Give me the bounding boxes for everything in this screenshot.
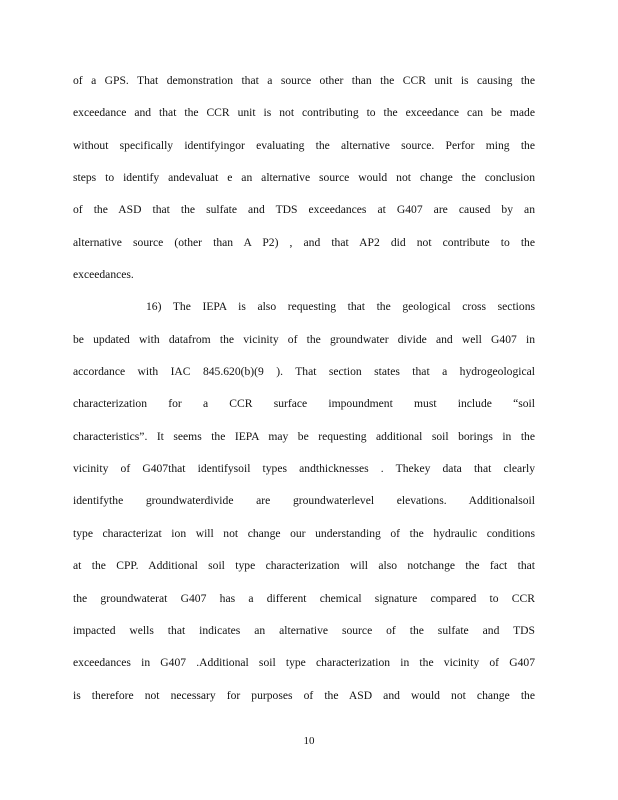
text-line: is therefore not necessary for purposes of the ASD and would not change the <box>73 688 535 702</box>
text-line: alternative source (other than A P2) , and that AP2 did not contribute to the <box>73 235 535 249</box>
text-line: type characterizat ion will not change our understanding of the hydraulic conditions <box>73 526 535 540</box>
text-line: without specifically identifyingor evaluating the alternative source. Perfor ming the <box>73 138 535 152</box>
text-line: 16) The IEPA is also requesting that the geological cross sections <box>146 300 535 314</box>
text-line: of the ASD that the sulfate and TDS exceedances at G407 are caused by an <box>73 203 535 217</box>
text-line: characteristics”. It seems the IEPA may be requesting additional soil borings in the <box>73 429 535 443</box>
document-body <box>73 72 535 719</box>
text-line: be updated with datafrom the vicinity of the groundwater divide and well G407 in <box>73 332 535 346</box>
text-line: exceedances. <box>73 268 134 282</box>
text-line: characterization for a CCR surface impoundment must include “soil <box>73 397 535 411</box>
text-line: accordance with IAC 845.620(b)(9 ). That section states that a hydrogeological <box>73 365 535 379</box>
text-line: the groundwaterat G407 has a different chemical signature compared to CCR <box>73 591 535 605</box>
text-line: identifythe groundwaterdivide are groundwaterlevel elevations. Additionalsoil <box>73 494 535 508</box>
text-line: steps to identify andevaluat e an alternative source would not change the conclusion <box>73 171 535 185</box>
text-line: at the CPP. Additional soil type characterization will also notchange the fact that <box>73 559 535 573</box>
text-line: exceedances in G407 .Additional soil type characterization in the vicinity of G407 <box>73 656 535 670</box>
text-line: of a GPS. That demonstration that a source other than the CCR unit is causing the <box>73 74 535 87</box>
page-number: 10 <box>303 735 315 747</box>
text-line: vicinity of G407that identifysoil types andthicknesses . Thekey data that clearly <box>73 462 535 476</box>
text-line: exceedance and that the CCR unit is not contributing to the exceedance can be made <box>73 106 535 120</box>
text-line: impacted wells that indicates an alternative source of the sulfate and TDS <box>73 623 535 637</box>
